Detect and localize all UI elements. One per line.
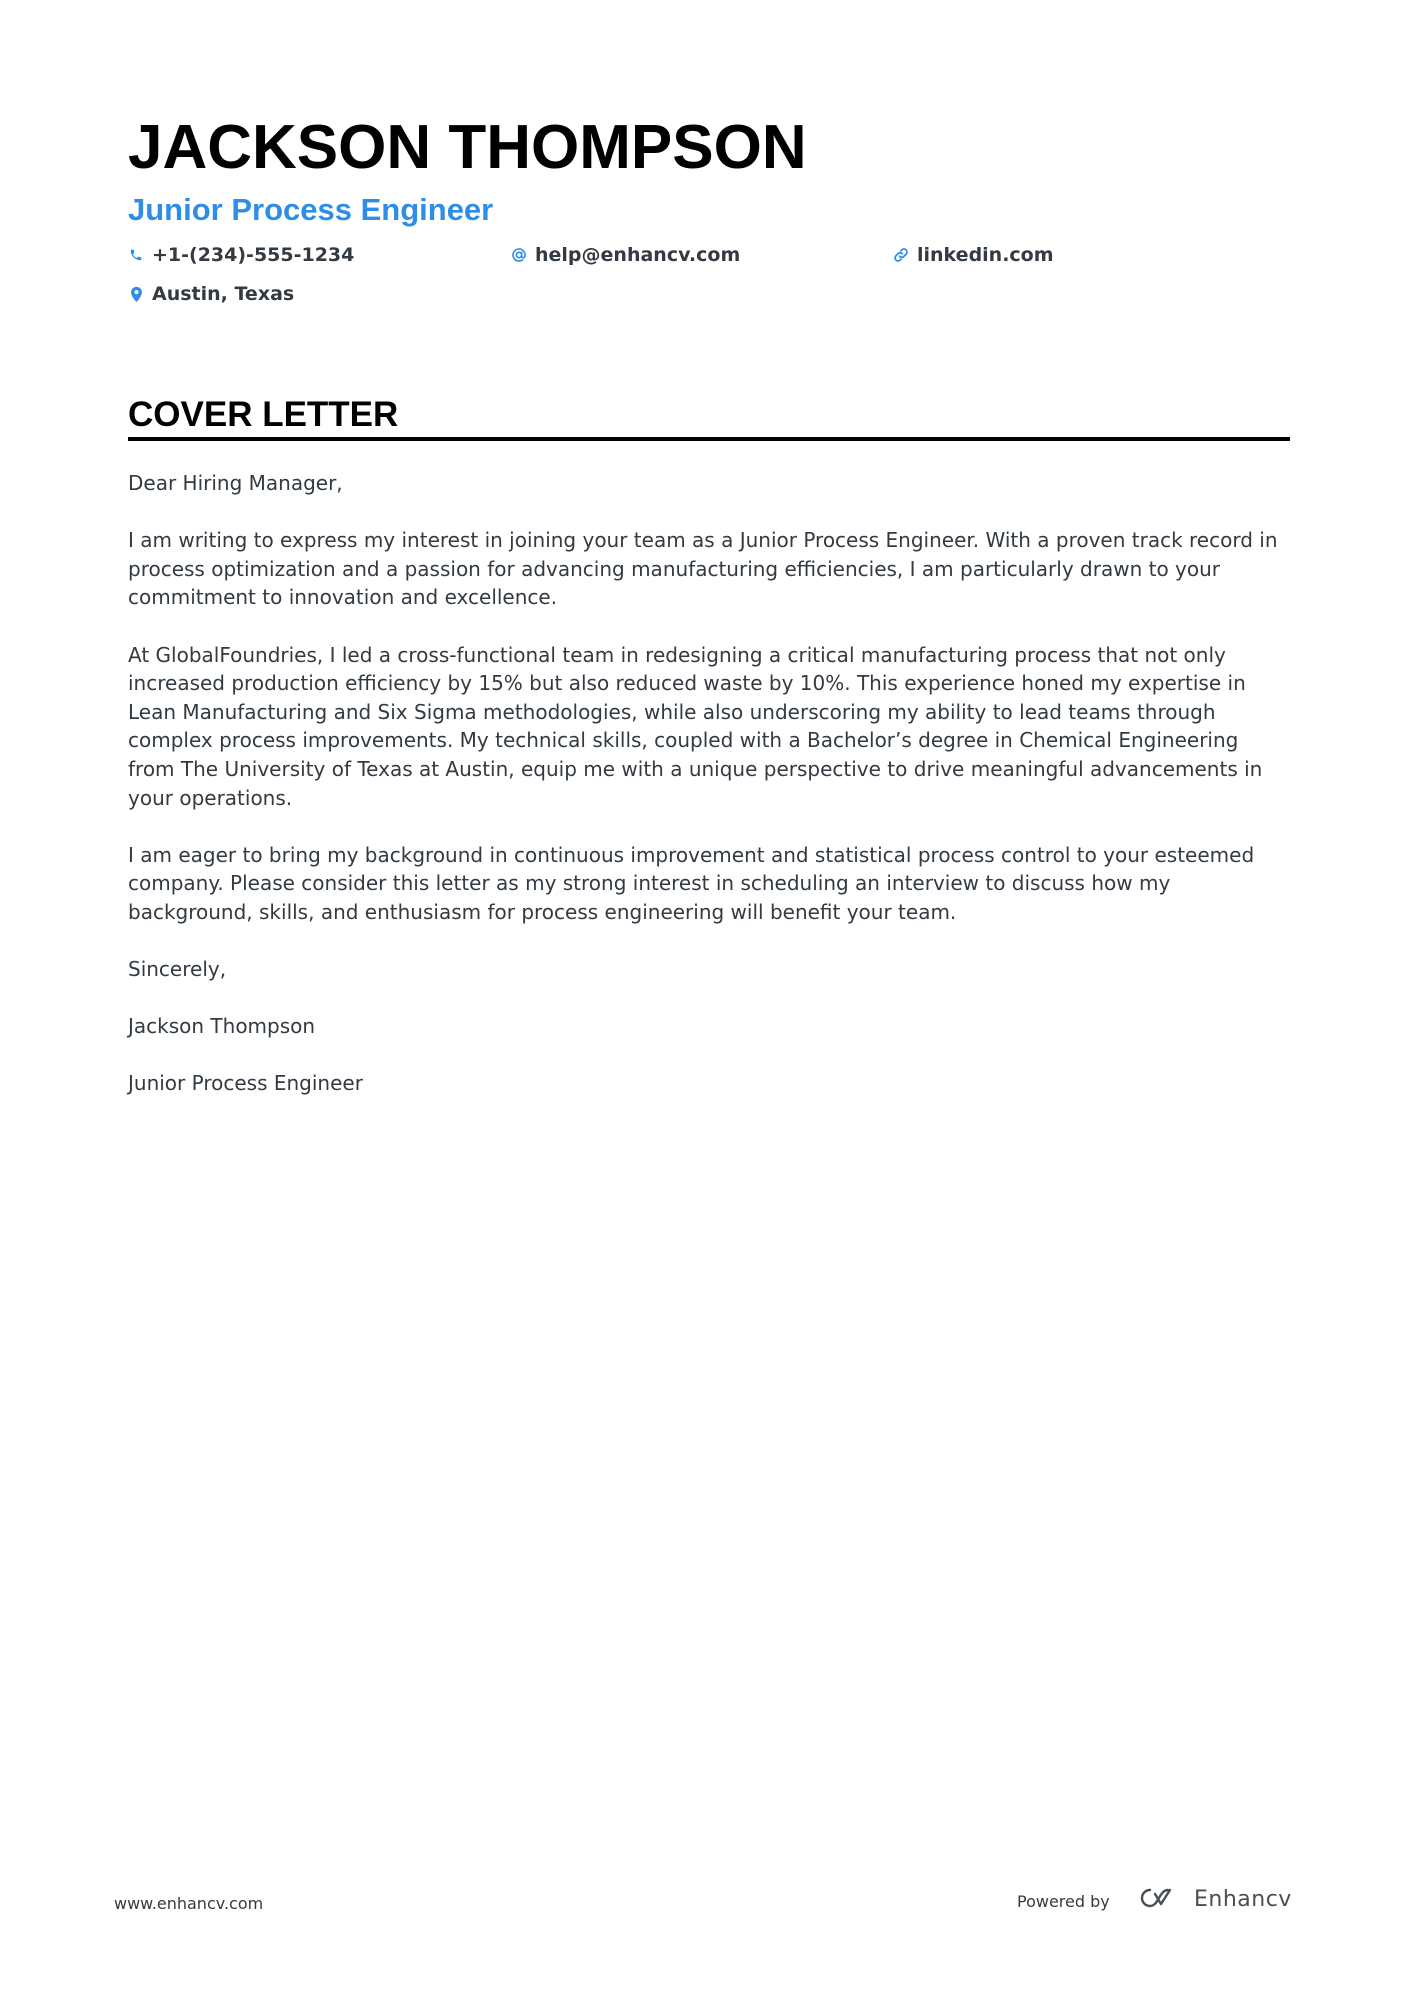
- section-divider: [128, 437, 1290, 441]
- letter-paragraph: At GlobalFoundries, I led a cross-functional team in redesigning a critical manufacturing process that not only increased production efficiency by 15% but also reduced waste by 10%. This experience honed my expertise in Lean Manufacturing and Six Sigma methodologies, while also underscoring my ability to lead teams through complex process improvements. My technical skills, coupled with a Bachelor’s degree in Chemical Engineering from The University of Texas at Austin, equip me with a unique perspective to drive meaningful advancements in your operations.: [128, 642, 1263, 810]
- contact-phone: [128, 242, 354, 268]
- footer-powered-by: Powered by: [1017, 1892, 1110, 1911]
- phone-icon: [128, 246, 144, 264]
- letter-greeting: Dear Hiring Manager,: [128, 471, 343, 495]
- contact-location: [128, 281, 294, 307]
- map-pin-icon: [128, 285, 144, 303]
- letter-closing: Sincerely,: [128, 957, 227, 982]
- contact-email[interactable]: [511, 242, 740, 268]
- footer-url[interactable]: www.enhancv.com: [114, 1894, 264, 1913]
- letter-paragraph: I am eager to bring my background in continuous improvement and statistical process control to your esteemed company. Please consider this letter as my strong interest in scheduling an interview to discuss how my background, skills, and enthusiasm for process engineering will benefit your team.: [128, 842, 1255, 924]
- section-heading: COVER LETTER: [128, 395, 399, 434]
- candidate-title: Junior Process Engineer: [128, 192, 494, 227]
- footer-logo[interactable]: [1138, 1885, 1292, 1915]
- email-text[interactable]: help@enhancv.com: [535, 244, 741, 266]
- contact-linkedin[interactable]: [893, 242, 1054, 268]
- enhancv-logo-icon: [1138, 1886, 1184, 1915]
- letter-body: [128, 469, 1290, 1127]
- linkedin-text[interactable]: linkedin.com: [917, 244, 1054, 266]
- phone-text: +1-(234)-555-1234: [152, 244, 355, 266]
- location-text: Austin, Texas: [152, 283, 295, 305]
- signature-name: Jackson Thompson: [128, 1014, 316, 1039]
- link-icon: [893, 246, 909, 264]
- signature-title: Junior Process Engineer: [128, 1071, 363, 1096]
- at-icon: [511, 246, 527, 264]
- candidate-name: JACKSON THOMPSON: [128, 113, 807, 182]
- footer-brand: Enhancv: [1194, 1887, 1292, 1912]
- letter-paragraph: I am writing to express my interest in joining your team as a Junior Process Engineer. With a proven track record in process optimization and a passion for advancing manufacturing efficiencies, I am particularly drawn to your commitment to innovation and excellence.: [128, 528, 1278, 610]
